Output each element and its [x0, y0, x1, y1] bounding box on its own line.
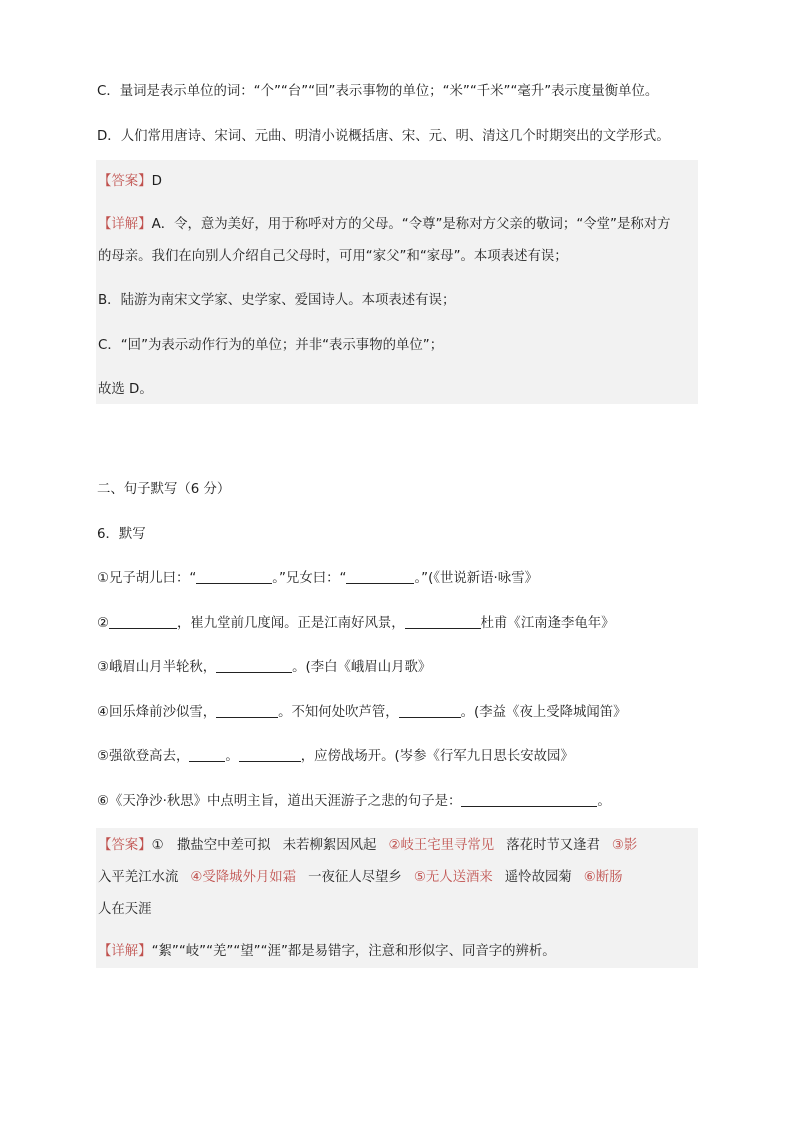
explain-text-1: A．令，意为美好，用于称呼对方的父母。“令尊”是称对方父亲的敬词；“令堂”是称对方 — [151, 217, 671, 232]
q6-answer-line-2: 入平羌江水流 ④受降城外月如霜 一夜征人尽望乡 ⑤无人送酒来 遥怜故园菊 ⑥断肠 — [98, 870, 623, 885]
blank[interactable] — [216, 703, 278, 718]
q6-explain-line: 【详解】“絮”“岐”“羌”“望”“涯”都是易错字，注意和形似字、同音字的辨析。 — [98, 944, 556, 959]
answer-tag: 【答案】 — [98, 174, 152, 189]
dictation-item-6: ⑥《天净沙·秋思》中点明主旨，道出天涯游子之悲的句子是： 。 — [97, 794, 611, 809]
explain-line-1 — [98, 215, 696, 235]
dictation-item-2: ② ，崔九堂前几度闻。正是江南好风景， 杜甫《江南逢李龟年》 — [97, 616, 615, 631]
blank[interactable] — [239, 747, 301, 762]
answer-line — [98, 172, 696, 192]
answer-box-q5 — [96, 160, 698, 404]
dictation-item-5: ⑤强欲登高去， 。 ，应傍战场开。(岑参《行军九日思长安故园》 — [97, 749, 574, 764]
blank[interactable] — [399, 703, 461, 718]
explain-line-3: B．陆游为南宋文学家、史学家、爱国诗人。本项表述有误； — [98, 293, 456, 308]
answer-value: D — [151, 174, 162, 189]
section-heading: 二、句子默写（6 分） — [97, 482, 231, 497]
explain-line-2: 的母亲。我们在向别人介绍自己父母时，可用“家父”和“家母”。本项表述有误； — [98, 249, 568, 264]
option-d: D．人们常用唐诗、宋词、元曲、明清小说概括唐、宋、元、明、清这几个时期突出的文学形式。 — [97, 129, 670, 144]
dictation-item-1: ①兄子胡儿曰：“ 。”兄女曰：“ 。”(《世说新语·咏雪》 — [97, 571, 538, 586]
explain-line-4: C．“回”为表示动作行为的单位；并非“表示事物的单位”； — [98, 338, 444, 353]
q6-answer-line-1: 【答案】① 撒盐空中差可拟 未若柳絮因风起 ②岐王宅里寻常见 落花时节又逢君 ③影 — [98, 838, 638, 853]
dictation-item-4: ④回乐烽前沙似雪， 。不知何处吹芦管， 。(李益《夜上受降城闻笛》 — [97, 705, 627, 720]
question-number: 6．默写 — [97, 527, 146, 542]
blank[interactable] — [216, 658, 292, 673]
q6-answer-line-3: 人在天涯 — [98, 902, 152, 917]
answer-box-q6 — [96, 828, 698, 968]
explain-line-5: 故选 D。 — [98, 382, 153, 397]
dictation-item-3: ③峨眉山月半轮秋， 。(李白《峨眉山月歌》 — [97, 660, 432, 675]
blank[interactable] — [109, 614, 177, 629]
blank[interactable] — [461, 792, 597, 807]
blank[interactable] — [189, 747, 225, 762]
option-c: C．量词是表示单位的词：“个”“台”“回”表示事物的单位；“米”“千米”“毫升”表示度量衡单位。 — [97, 84, 659, 99]
blank[interactable] — [405, 614, 481, 629]
blank[interactable] — [346, 569, 414, 584]
blank[interactable] — [196, 569, 272, 584]
explain-tag: 【详解】 — [98, 217, 152, 232]
